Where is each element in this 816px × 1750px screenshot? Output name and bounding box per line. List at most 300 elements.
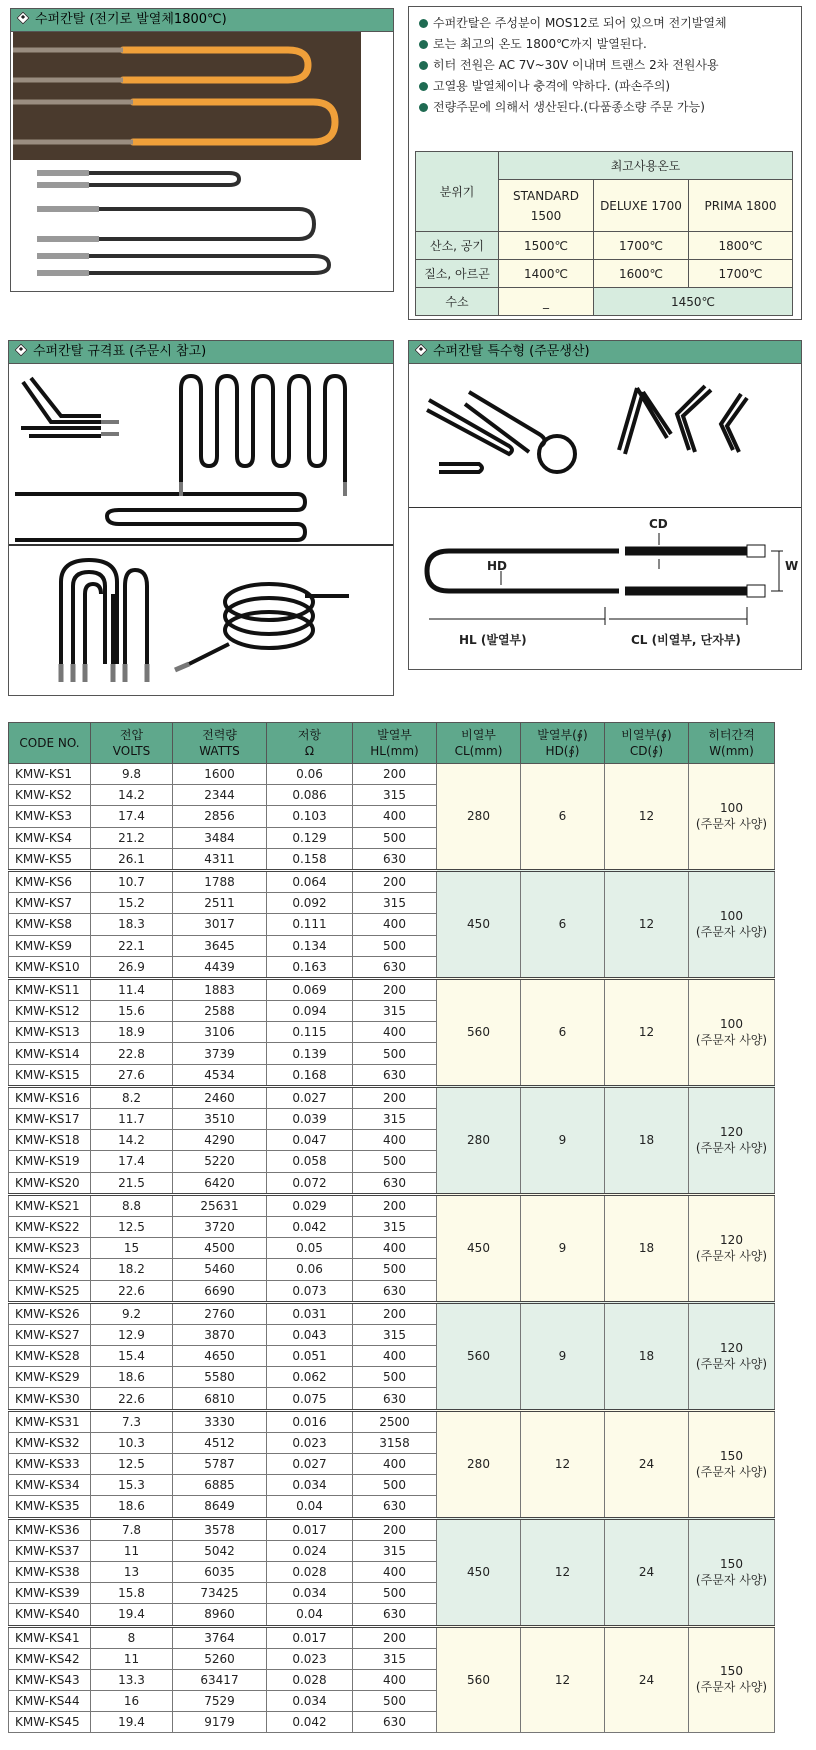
grade-deluxe: DELUXE 1700: [594, 180, 689, 232]
cell-volts: 18.6: [91, 1367, 173, 1388]
cell-watts: 3510: [173, 1109, 267, 1130]
special-panel-header: [409, 341, 801, 364]
cell-code: KMW-KS17: [9, 1109, 91, 1130]
table-row: [9, 1194, 775, 1216]
cell-code: KMW-KS25: [9, 1280, 91, 1302]
cell-watts: 3484: [173, 827, 267, 848]
cell-volts: 17.4: [91, 806, 173, 827]
cell-code: KMW-KS35: [9, 1496, 91, 1518]
cell-cl: 560: [437, 978, 521, 1086]
w-note: (주문자 사양): [695, 1572, 768, 1587]
cell-resistance: 0.034: [267, 1475, 353, 1496]
hd-label: HD: [487, 559, 508, 573]
cell-cl: 560: [437, 1626, 521, 1733]
cell-volts: 7.3: [91, 1410, 173, 1432]
w-value: 100: [720, 1016, 743, 1031]
cell-volts: 12.5: [91, 1454, 173, 1475]
cell-resistance: 0.034: [267, 1691, 353, 1712]
cell-watts: 2344: [173, 785, 267, 806]
cell-code: KMW-KS2: [9, 785, 91, 806]
cell-code: KMW-KS10: [9, 956, 91, 978]
w-value: 120: [720, 1340, 743, 1355]
cell-code: KMW-KS30: [9, 1388, 91, 1410]
cell-w: [689, 1086, 775, 1194]
cell-hl: 200: [353, 1518, 437, 1540]
cell-watts: 4534: [173, 1064, 267, 1086]
cell-resistance: 0.047: [267, 1130, 353, 1151]
furnace-heater-photo: [13, 32, 361, 160]
cell-hl: 315: [353, 1540, 437, 1561]
cell-resistance: 0.031: [267, 1302, 353, 1324]
cell-cl: 450: [437, 1518, 521, 1626]
spec-panel-title: 수퍼칸탈 규격표 (주문시 참고): [33, 344, 207, 359]
cell-hl: 200: [353, 1086, 437, 1108]
cell-hl: 400: [353, 1130, 437, 1151]
cell-volts: 11.7: [91, 1109, 173, 1130]
cell-resistance: 0.062: [267, 1367, 353, 1388]
cell-resistance: 0.069: [267, 978, 353, 1000]
cell-volts: 26.1: [91, 848, 173, 870]
cell-code: KMW-KS12: [9, 1001, 91, 1022]
cell-hd: 9: [521, 1194, 605, 1302]
cell-code: KMW-KS40: [9, 1604, 91, 1626]
cell-hl: 315: [353, 893, 437, 914]
photo-panel-title: 수퍼칸탈 (전기로 발열체1800℃): [35, 12, 227, 27]
cell-code: KMW-KS1: [9, 764, 91, 785]
cell-resistance: 0.023: [267, 1432, 353, 1453]
feature-item: 전량주문에 의해서 생산된다.(다품종소량 주문 가능): [417, 97, 793, 118]
cell-cd: 18: [605, 1086, 689, 1194]
cell-watts: 3017: [173, 914, 267, 935]
cell-watts: 4500: [173, 1238, 267, 1259]
cell-hd: 9: [521, 1086, 605, 1194]
cell-resistance: 0.016: [267, 1410, 353, 1432]
cell-code: KMW-KS33: [9, 1454, 91, 1475]
cell-watts: 9179: [173, 1712, 267, 1733]
cell-watts: 5580: [173, 1367, 267, 1388]
cell-watts: 3764: [173, 1626, 267, 1648]
cell-volts: 12.9: [91, 1324, 173, 1345]
cell-watts: 1600: [173, 764, 267, 785]
cell-resistance: 0.042: [267, 1712, 353, 1733]
spec-header-row: [9, 723, 775, 764]
temp-value: 1800℃: [689, 232, 793, 260]
cell-resistance: 0.043: [267, 1324, 353, 1345]
w-value: 120: [720, 1124, 743, 1139]
cell-watts: 3739: [173, 1043, 267, 1064]
cell-volts: 11: [91, 1540, 173, 1561]
cell-resistance: 0.017: [267, 1626, 353, 1648]
cell-resistance: 0.163: [267, 956, 353, 978]
cell-hl: 630: [353, 1712, 437, 1733]
feature-item: 로는 최고의 온도 1800℃까지 발열된다.: [417, 34, 793, 55]
cell-hl: 500: [353, 1367, 437, 1388]
cell-resistance: 0.05: [267, 1238, 353, 1259]
cell-w: [689, 1518, 775, 1626]
cell-watts: 4290: [173, 1130, 267, 1151]
cell-resistance: 0.094: [267, 1001, 353, 1022]
w-note: (주문자 사양): [695, 1140, 768, 1155]
cell-cd: 24: [605, 1410, 689, 1518]
col-header-w: 히터간격 W(mm): [689, 723, 775, 764]
grade-standard: STANDARD 1500: [499, 180, 594, 232]
photo-panel: [10, 8, 394, 292]
diamond-bullet-icon: [415, 344, 428, 357]
cell-watts: 4311: [173, 848, 267, 870]
temp-value: 1400℃: [499, 260, 594, 288]
cell-code: KMW-KS14: [9, 1043, 91, 1064]
table-row: [9, 978, 775, 1000]
cell-code: KMW-KS8: [9, 914, 91, 935]
feature-item: 수퍼칸탈은 주성분이 MOS12로 되어 있으며 전기발열체: [417, 13, 793, 34]
cell-resistance: 0.023: [267, 1648, 353, 1669]
cell-volts: 14.2: [91, 785, 173, 806]
cell-w: [689, 1626, 775, 1733]
cell-watts: 6420: [173, 1172, 267, 1194]
col-header-cl: 비열부 CL(mm): [437, 723, 521, 764]
cell-volts: 22.6: [91, 1280, 173, 1302]
cell-volts: 12.5: [91, 1216, 173, 1237]
table-row: [9, 1410, 775, 1432]
table-row: [9, 1302, 775, 1324]
cell-hd: 6: [521, 870, 605, 978]
cell-watts: 5042: [173, 1540, 267, 1561]
cell-volts: 22.1: [91, 935, 173, 956]
cell-resistance: 0.103: [267, 806, 353, 827]
cell-hl: 315: [353, 1324, 437, 1345]
cell-w: [689, 764, 775, 871]
cell-volts: 16: [91, 1691, 173, 1712]
cell-volts: 19.4: [91, 1712, 173, 1733]
cell-hl: 630: [353, 1172, 437, 1194]
cell-code: KMW-KS4: [9, 827, 91, 848]
cell-hl: 630: [353, 848, 437, 870]
cell-volts: 15.4: [91, 1346, 173, 1367]
cell-watts: 3330: [173, 1410, 267, 1432]
diamond-bullet-icon: [15, 344, 28, 357]
cell-resistance: 0.058: [267, 1151, 353, 1172]
cell-volts: 8.8: [91, 1194, 173, 1216]
cell-resistance: 0.075: [267, 1388, 353, 1410]
cell-code: KMW-KS19: [9, 1151, 91, 1172]
cell-hl: 400: [353, 1022, 437, 1043]
cell-code: KMW-KS37: [9, 1540, 91, 1561]
cell-volts: 10.3: [91, 1432, 173, 1453]
w-note: (주문자 사양): [695, 1680, 768, 1695]
col-header-cd: 비열부(∮) CD(∮): [605, 723, 689, 764]
cell-hl: 400: [353, 1454, 437, 1475]
cell-watts: 6885: [173, 1475, 267, 1496]
table-row: [9, 1518, 775, 1540]
w-value: 150: [720, 1556, 743, 1571]
cell-code: KMW-KS36: [9, 1518, 91, 1540]
cell-code: KMW-KS31: [9, 1410, 91, 1432]
cell-watts: 3106: [173, 1022, 267, 1043]
temp-value: 1500℃: [499, 232, 594, 260]
cell-hd: 12: [521, 1626, 605, 1733]
cell-resistance: 0.072: [267, 1172, 353, 1194]
w-note: (주문자 사양): [695, 1248, 768, 1263]
cell-resistance: 0.073: [267, 1280, 353, 1302]
atmosphere-nitrogen: 질소, 아르곤: [416, 260, 499, 288]
cell-volts: 18.3: [91, 914, 173, 935]
cell-watts: 5220: [173, 1151, 267, 1172]
w-label: W: [785, 559, 799, 573]
cell-volts: 8.2: [91, 1086, 173, 1108]
temp-value: 1700℃: [689, 260, 793, 288]
cell-resistance: 0.029: [267, 1194, 353, 1216]
cell-resistance: 0.042: [267, 1216, 353, 1237]
cell-hl: 400: [353, 914, 437, 935]
cell-volts: 18.2: [91, 1259, 173, 1280]
cell-hl: 2500: [353, 1410, 437, 1432]
cell-volts: 11.4: [91, 978, 173, 1000]
w-value: 150: [720, 1664, 743, 1679]
temp-value: 1450℃: [594, 288, 793, 316]
w-note: (주문자 사양): [695, 1356, 768, 1371]
cell-code: KMW-KS18: [9, 1130, 91, 1151]
cell-watts: 2460: [173, 1086, 267, 1108]
cell-hl: 400: [353, 806, 437, 827]
cell-code: KMW-KS38: [9, 1561, 91, 1582]
cell-volts: 18.6: [91, 1496, 173, 1518]
cell-resistance: 0.04: [267, 1604, 353, 1626]
cell-resistance: 0.034: [267, 1583, 353, 1604]
cell-code: KMW-KS23: [9, 1238, 91, 1259]
cell-resistance: 0.017: [267, 1518, 353, 1540]
cd-label: CD: [649, 517, 668, 531]
special-shapes-panel: [408, 340, 802, 670]
cell-volts: 22.6: [91, 1388, 173, 1410]
cell-hl: 200: [353, 978, 437, 1000]
atmosphere-header: 분위기: [416, 152, 499, 232]
panel-divider: [409, 507, 801, 508]
cell-cd: 18: [605, 1194, 689, 1302]
cell-hl: 500: [353, 1259, 437, 1280]
cell-volts: 15.8: [91, 1583, 173, 1604]
cell-watts: 4512: [173, 1432, 267, 1453]
cell-resistance: 0.027: [267, 1454, 353, 1475]
cell-hl: 500: [353, 1151, 437, 1172]
cell-hl: 200: [353, 1626, 437, 1648]
temp-value: 1700℃: [594, 232, 689, 260]
grade-prima: PRIMA 1800: [689, 180, 793, 232]
cell-code: KMW-KS41: [9, 1626, 91, 1648]
col-header-hd: 발열부(∮) HD(∮): [521, 723, 605, 764]
cell-watts: 3870: [173, 1324, 267, 1345]
diamond-bullet-icon: [17, 12, 30, 25]
cell-resistance: 0.04: [267, 1496, 353, 1518]
temp-value: 1600℃: [594, 260, 689, 288]
cell-resistance: 0.06: [267, 1259, 353, 1280]
cell-volts: 14.2: [91, 1130, 173, 1151]
cell-volts: 26.9: [91, 956, 173, 978]
cell-volts: 11: [91, 1648, 173, 1669]
cell-hl: 315: [353, 1216, 437, 1237]
cell-code: KMW-KS42: [9, 1648, 91, 1669]
cell-watts: 3720: [173, 1216, 267, 1237]
cell-volts: 15.2: [91, 893, 173, 914]
cell-watts: 4439: [173, 956, 267, 978]
cell-code: KMW-KS7: [9, 893, 91, 914]
cell-hl: 500: [353, 1475, 437, 1496]
cell-volts: 21.2: [91, 827, 173, 848]
cell-watts: 63417: [173, 1669, 267, 1690]
cell-cd: 24: [605, 1626, 689, 1733]
cell-cd: 12: [605, 870, 689, 978]
feature-item: 히터 전원은 AC 7V~30V 이내며 트랜스 2차 전원사용: [417, 55, 793, 76]
atmosphere-oxygen: 산소, 공기: [416, 232, 499, 260]
cell-w: [689, 1410, 775, 1518]
cell-hl: 500: [353, 827, 437, 848]
cell-code: KMW-KS13: [9, 1022, 91, 1043]
w-value: 100: [720, 800, 743, 815]
cell-resistance: 0.028: [267, 1561, 353, 1582]
w-note: (주문자 사양): [695, 924, 768, 939]
cell-resistance: 0.027: [267, 1086, 353, 1108]
spec-table: [8, 722, 775, 1733]
cell-hl: 400: [353, 1238, 437, 1259]
cell-w: [689, 870, 775, 978]
atmosphere-hydrogen: 수소: [416, 288, 499, 316]
table-row: [9, 1086, 775, 1108]
cell-cl: 450: [437, 870, 521, 978]
feature-panel: [408, 6, 802, 320]
cell-code: KMW-KS32: [9, 1432, 91, 1453]
cell-code: KMW-KS6: [9, 870, 91, 892]
table-row: [9, 764, 775, 785]
cell-cl: 280: [437, 764, 521, 871]
cell-code: KMW-KS28: [9, 1346, 91, 1367]
cell-hd: 9: [521, 1302, 605, 1410]
w-value: 150: [720, 1448, 743, 1463]
cell-hd: 12: [521, 1410, 605, 1518]
photo-panel-header: [11, 9, 393, 32]
cell-hl: 630: [353, 1604, 437, 1626]
cell-hd: 6: [521, 764, 605, 871]
cell-watts: 1883: [173, 978, 267, 1000]
cell-volts: 13: [91, 1561, 173, 1582]
w-note: (주문자 사양): [695, 816, 768, 831]
cell-hl: 630: [353, 1064, 437, 1086]
cell-hl: 200: [353, 1302, 437, 1324]
col-header-watts: 전력량 WATTS: [173, 723, 267, 764]
col-header-hl: 발열부 HL(mm): [353, 723, 437, 764]
cell-cd: 18: [605, 1302, 689, 1410]
table-row: [9, 1626, 775, 1648]
cell-hl: 630: [353, 956, 437, 978]
special-panel-title: 수퍼칸탈 특수형 (주문생산): [433, 344, 590, 359]
cell-watts: 73425: [173, 1583, 267, 1604]
cell-resistance: 0.168: [267, 1064, 353, 1086]
col-header-code: CODE NO.: [9, 723, 91, 764]
cell-code: KMW-KS26: [9, 1302, 91, 1324]
cell-hl: 630: [353, 1388, 437, 1410]
cell-cd: 24: [605, 1518, 689, 1626]
w-note: (주문자 사양): [695, 1464, 768, 1479]
cell-volts: 18.9: [91, 1022, 173, 1043]
cell-watts: 2856: [173, 806, 267, 827]
cell-resistance: 0.051: [267, 1346, 353, 1367]
cell-watts: 25631: [173, 1194, 267, 1216]
cell-code: KMW-KS3: [9, 806, 91, 827]
w-note: (주문자 사양): [695, 1032, 768, 1047]
cell-code: KMW-KS16: [9, 1086, 91, 1108]
cell-cl: 280: [437, 1086, 521, 1194]
cell-volts: 17.4: [91, 1151, 173, 1172]
cell-resistance: 0.134: [267, 935, 353, 956]
col-header-volts: 전압 VOLTS: [91, 723, 173, 764]
cell-hl: 630: [353, 1280, 437, 1302]
cell-volts: 9.2: [91, 1302, 173, 1324]
cell-cd: 12: [605, 978, 689, 1086]
cell-resistance: 0.139: [267, 1043, 353, 1064]
cell-volts: 15.3: [91, 1475, 173, 1496]
cell-watts: 1788: [173, 870, 267, 892]
cell-hl: 315: [353, 1001, 437, 1022]
cell-hl: 500: [353, 1691, 437, 1712]
temp-value: _: [499, 288, 594, 316]
table-row: [9, 870, 775, 892]
cell-resistance: 0.111: [267, 914, 353, 935]
cell-volts: 27.6: [91, 1064, 173, 1086]
cell-hd: 6: [521, 978, 605, 1086]
cell-resistance: 0.06: [267, 764, 353, 785]
feature-list: [409, 7, 801, 118]
cell-code: KMW-KS15: [9, 1064, 91, 1086]
cell-watts: 2588: [173, 1001, 267, 1022]
cell-volts: 10.7: [91, 870, 173, 892]
cell-hl: 200: [353, 870, 437, 892]
max-temp-header: 최고사용온도: [499, 152, 793, 180]
cell-resistance: 0.028: [267, 1669, 353, 1690]
cell-watts: 3578: [173, 1518, 267, 1540]
cell-code: KMW-KS43: [9, 1669, 91, 1690]
w-value: 100: [720, 908, 743, 923]
heater-shapes-drawing: [9, 364, 393, 694]
cell-code: KMW-KS44: [9, 1691, 91, 1712]
cell-code: KMW-KS21: [9, 1194, 91, 1216]
cell-watts: 2760: [173, 1302, 267, 1324]
cell-code: KMW-KS29: [9, 1367, 91, 1388]
cl-label: CL (비열부, 단자부): [631, 633, 741, 647]
cell-hl: 3158: [353, 1432, 437, 1453]
cell-hl: 315: [353, 1109, 437, 1130]
cell-hl: 400: [353, 1669, 437, 1690]
feature-item: 고열용 발열체이나 충격에 약하다. (파손주의): [417, 76, 793, 97]
cell-watts: 8649: [173, 1496, 267, 1518]
cell-code: KMW-KS20: [9, 1172, 91, 1194]
cell-hl: 315: [353, 1648, 437, 1669]
cell-hl: 500: [353, 1043, 437, 1064]
cell-resistance: 0.086: [267, 785, 353, 806]
cell-watts: 2511: [173, 893, 267, 914]
cell-code: KMW-KS5: [9, 848, 91, 870]
cell-hl: 500: [353, 1583, 437, 1604]
cell-watts: 5787: [173, 1454, 267, 1475]
cell-resistance: 0.024: [267, 1540, 353, 1561]
cell-code: KMW-KS11: [9, 978, 91, 1000]
cell-code: KMW-KS45: [9, 1712, 91, 1733]
cell-volts: 8: [91, 1626, 173, 1648]
temperature-table: [415, 151, 793, 316]
cell-volts: 22.8: [91, 1043, 173, 1064]
cell-volts: 13.3: [91, 1669, 173, 1690]
cell-resistance: 0.158: [267, 848, 353, 870]
cell-resistance: 0.129: [267, 827, 353, 848]
special-shapes-drawing: [409, 364, 801, 504]
cell-cd: 12: [605, 764, 689, 871]
